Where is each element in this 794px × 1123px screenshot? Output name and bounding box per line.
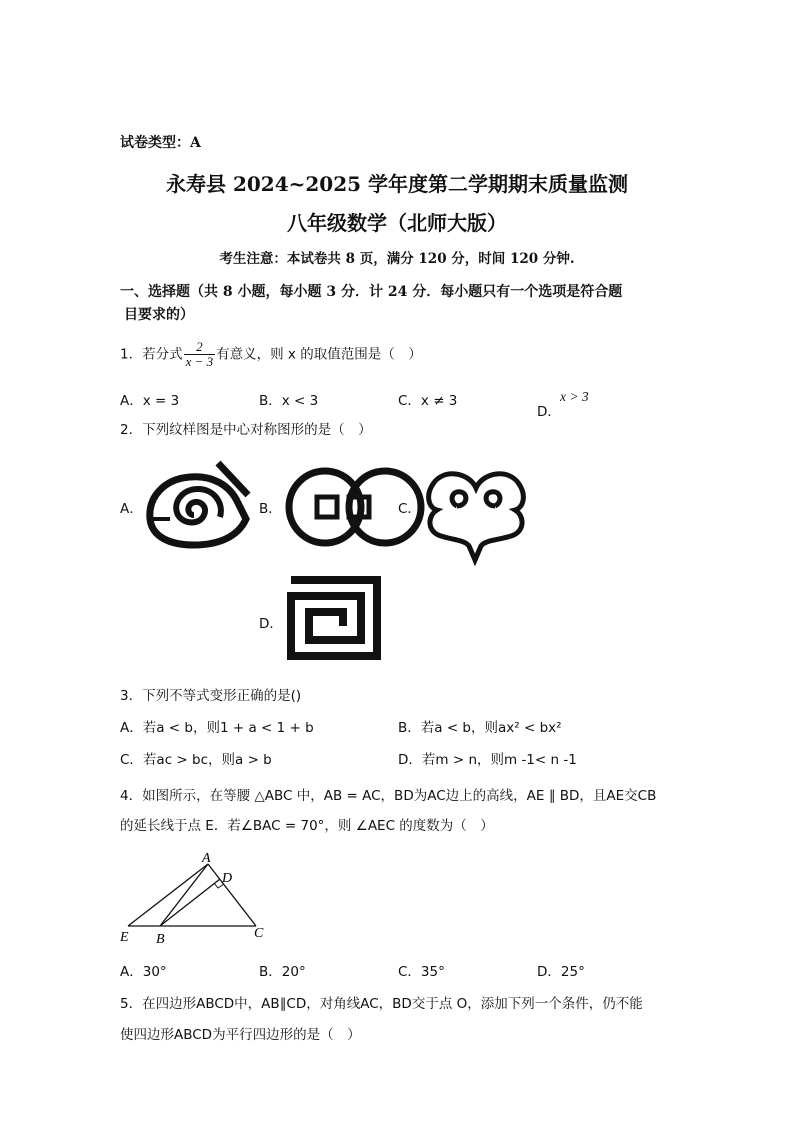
label-d: D — [222, 871, 233, 886]
question-1-option-b[interactable]: B．x < 3 — [259, 393, 319, 409]
fraction-numerator: 2 — [184, 340, 216, 355]
section-heading-line2: 目要求的） — [124, 307, 194, 323]
question-1-option-a[interactable]: A．x = 3 — [120, 393, 180, 409]
question-5-line2: 使四边形ABCD为平行四边形的是（ ） — [120, 1027, 361, 1043]
question-4-option-c[interactable]: C．35° — [398, 964, 445, 980]
label-e: E — [120, 930, 129, 945]
question-1-option-d-value[interactable]: x > 3 — [560, 389, 589, 404]
line-bd — [160, 879, 220, 926]
exam-subtitle: 八年级数学（北师大版） — [287, 211, 507, 235]
section-heading-line1: 一、选择题（共 8 小题，每小题 3 分．计 24 分．每小题只有一个选项是符合题 — [120, 284, 623, 300]
square-spiral-pattern-icon[interactable] — [285, 574, 383, 662]
question-2-option-b-label[interactable]: B． — [259, 501, 282, 517]
question-5-line1: 5．在四边形ABCD中，AB∥CD，对角线AC，BD交于点 O，添加下列一个条件，仍不能 — [120, 996, 643, 1012]
exam-notice: 考生注意：本试卷共 8 页，满分 120 分，时间 120 分钟. — [219, 251, 575, 267]
question-2-stem: 2．下列纹样图是中心对称图形的是（ ） — [120, 422, 372, 438]
question-1-fraction — [184, 340, 216, 369]
question-1-suffix: 有意义，则 x 的取值范围是（ ） — [216, 346, 422, 363]
question-2-option-d-label[interactable]: D． — [259, 616, 283, 632]
question-3-stem: 3．下列不等式变形正确的是() — [120, 688, 302, 704]
triangle-figure — [116, 848, 276, 948]
exam-title: 永寿县 2024~2025 学年度第二学期期末质量监测 — [165, 172, 628, 196]
cloud-swirl-pattern-icon[interactable] — [142, 457, 252, 549]
question-1-stem — [120, 340, 422, 369]
question-3-option-a[interactable]: A．若a < b，则1 + a < 1 + b — [120, 720, 314, 736]
label-c: C — [254, 926, 264, 941]
paper-type: 试卷类型：A — [120, 135, 201, 151]
ruyi-cloud-pattern-icon[interactable] — [423, 466, 529, 566]
question-1-prefix: 1．若分式 — [120, 346, 183, 363]
question-2-option-a-label[interactable]: A． — [120, 501, 143, 517]
question-3-option-b[interactable]: B．若a < b，则ax² < bx² — [398, 720, 562, 736]
question-3-option-d[interactable]: D．若m > n，则m -1< n -1 — [398, 752, 577, 768]
question-4-option-d[interactable]: D．25° — [537, 964, 585, 980]
label-a: A — [202, 851, 211, 866]
question-1-option-d-label[interactable]: D． — [537, 404, 561, 420]
question-4-line2: 的延长线于点 E．若∠BAC = 70°，则 ∠AEC 的度数为（ ） — [120, 818, 494, 834]
question-4-option-a[interactable]: A．30° — [120, 964, 167, 980]
question-2-option-c-label[interactable]: C． — [398, 501, 421, 517]
question-1-option-c[interactable]: C．x ≠ 3 — [398, 393, 458, 409]
label-b: B — [156, 932, 165, 947]
question-3-option-c[interactable]: C．若ac > bc，则a > b — [120, 752, 272, 768]
question-4-line1: 4．如图所示，在等腰 △ABC 中，AB = AC，BD为AC边上的高线，AE ∥ BD，且AE交CB — [120, 788, 657, 804]
question-4-option-b[interactable]: B．20° — [259, 964, 306, 980]
double-coin-pattern-icon[interactable] — [283, 467, 429, 547]
fraction-denominator: x − 3 — [185, 354, 214, 369]
